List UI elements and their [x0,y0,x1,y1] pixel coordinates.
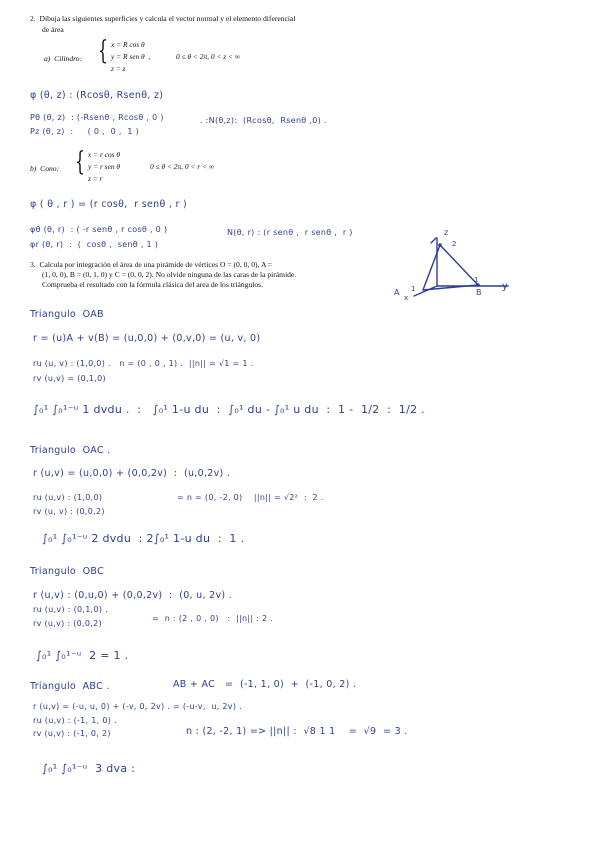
hand-b-param: φ ( θ , r ) = (r cosθ, r senθ , r ) [30,199,188,210]
problem-2-heading: 2. Dibuja las siguientes superficies y calcula el vector normal y el elemento diferencial [30,14,296,23]
oab-param: r = (u)A + v(B) = (u,0,0) + (0,v,0) = (u, v, 0) [33,333,261,344]
oab-ru-normal: ru (u, v) : (1,0,0) . n = (0 , 0 , 1) . ||n|| = √1 = 1 . [33,359,254,368]
hand-b-normal: N(θ, r) : (r senθ , r senθ , r ) [227,228,353,237]
part-a-range: 0 ≤ θ < 2π, 0 < z < ∞ [176,52,241,61]
oac-integral: ∫₀¹ ∫₀¹⁻ᵘ 2 dvdu : 2∫₀¹ 1-u du : 1 . [42,532,245,545]
oab-rv: rv (u,v) = (0,1,0) [33,374,106,383]
obc-title: Triangulo OBC [30,566,104,577]
oab-integral: ∫₀¹ ∫₀¹⁻ᵘ 1 dvdu . : ∫₀¹ 1-u du : ∫₀¹ du - ∫₀¹ u du : 1 - 1/2 : 1/2 . [33,403,425,416]
part-a-eq-y: y = R sen θ , [111,52,151,61]
abc-rv: rv (u,v) : (-1, 0, 2) [33,729,111,738]
part-b-label: b) Cono: [30,164,60,173]
part-a-eq-x: x = R cos θ [111,40,145,49]
part-b-eq-x: x = r cos θ [88,150,121,159]
problem-3-line-3: Comprueba el resultado con la fórmula clásica del area de los triángulos. [42,280,263,289]
hand-a-partial-z: Pz (θ, z) : ( 0 , 0 , 1 ) [30,127,140,136]
hand-a-normal: . :N(θ,z): (Rcosθ, Rsenθ ,0) . [200,116,327,125]
brace-a: { [98,36,108,66]
abc-normal: n : (2, -2, 1) => ||n|| : √8 1 1 = √9 = 3 . [186,726,408,737]
hand-b-partial-r: φr (θ, r) : ( cosθ , senθ , 1 ) [30,240,159,249]
oac-normal: = n = (0, -2, 0) ||n|| = √2² : 2 . [177,493,324,502]
edge-c-b [440,245,478,285]
obc-ru: ru (u,v) : (0,1,0) . [33,605,108,614]
abc-title: Triangulo ABC . [30,681,110,692]
problem-2-heading-cont: de área [42,25,64,34]
x-axis-line [414,286,437,296]
abc-ru: ru (u,v) : (-1, 1, 0) . [33,716,117,725]
diagram-b-unit-label: 1 [474,276,479,284]
problem-3-line-2: (1, 0, 0), B = (0, 1, 0) y C = (0, 0, 2). No olvide ninguna de las caras de la pirámide. [42,270,297,279]
obc-integral: ∫₀¹ ∫₀¹⁻ᵘ 2 = 1 . [36,649,129,662]
oac-param: r (u,v) = (u,0,0) + (0,0,2v) : (u,0,2v) . [33,468,231,479]
obc-param: r (u,v) : (0,u,0) + (0,0,2v) : (0, u, 2v) . [33,590,233,601]
diagram-a-unit-label: 1 [411,285,416,293]
z-tick [431,238,436,243]
diagram-y-label: y [502,281,508,292]
problem-3-line-1: 3. Calcula por integración el área de una pirámide de vértices O = (0, 0, 0), A = [30,260,273,269]
diagram-z-label: z [444,228,449,237]
part-b-range: 0 ≤ θ < 2π, 0 < r < ∞ [150,162,215,171]
abc-integral: ∫₀¹ ∫₀¹⁻ᵘ 3 dva : [42,762,136,775]
hand-b-partial-theta: φθ (θ, r) : ( -r senθ , r cosθ , 0 ) [30,225,168,234]
hand-a-param: φ (θ, z) : (Rcosθ, Rsenθ, z) [30,90,164,101]
diagram-c-height-label: 2 [452,240,457,248]
vertex-c [438,243,442,247]
part-a-label: a) Cilindro: [44,54,83,63]
diagram-a-label: A [394,288,400,297]
part-a-eq-z: z = z [111,64,126,73]
obc-normal: = n : (2 , 0 , 0) : ||n|| : 2 . [152,614,274,623]
oac-ru: ru (u,v) : (1,0,0) [33,493,103,502]
brace-b: { [75,147,85,177]
obc-rv: rv (u,v) : (0,0,2) [33,619,102,628]
oac-title: Triangulo OAC . [30,445,111,456]
abc-param: r (u,v) = (-u, u, 0) + (-v, 0, 2v) . = (-u-v, u, 2v) . [33,702,242,711]
oab-title: Triangulo OAB [30,309,104,320]
part-b-eq-z: z = r [88,174,103,183]
hand-a-partial-theta: Pθ (θ, z) : (-Rsenθ , Rcosθ , 0 ) [30,113,164,122]
part-b-eq-y: y = r sen θ [88,162,121,171]
diagram-b-label: B [476,288,482,297]
oac-rv: rv (u, v) : (0,0,2) [33,507,105,516]
diagram-x-label: x [404,294,409,302]
abc-vectors: AB + AC = (-1, 1, 0) + (-1, 0, 2) . [173,679,357,690]
